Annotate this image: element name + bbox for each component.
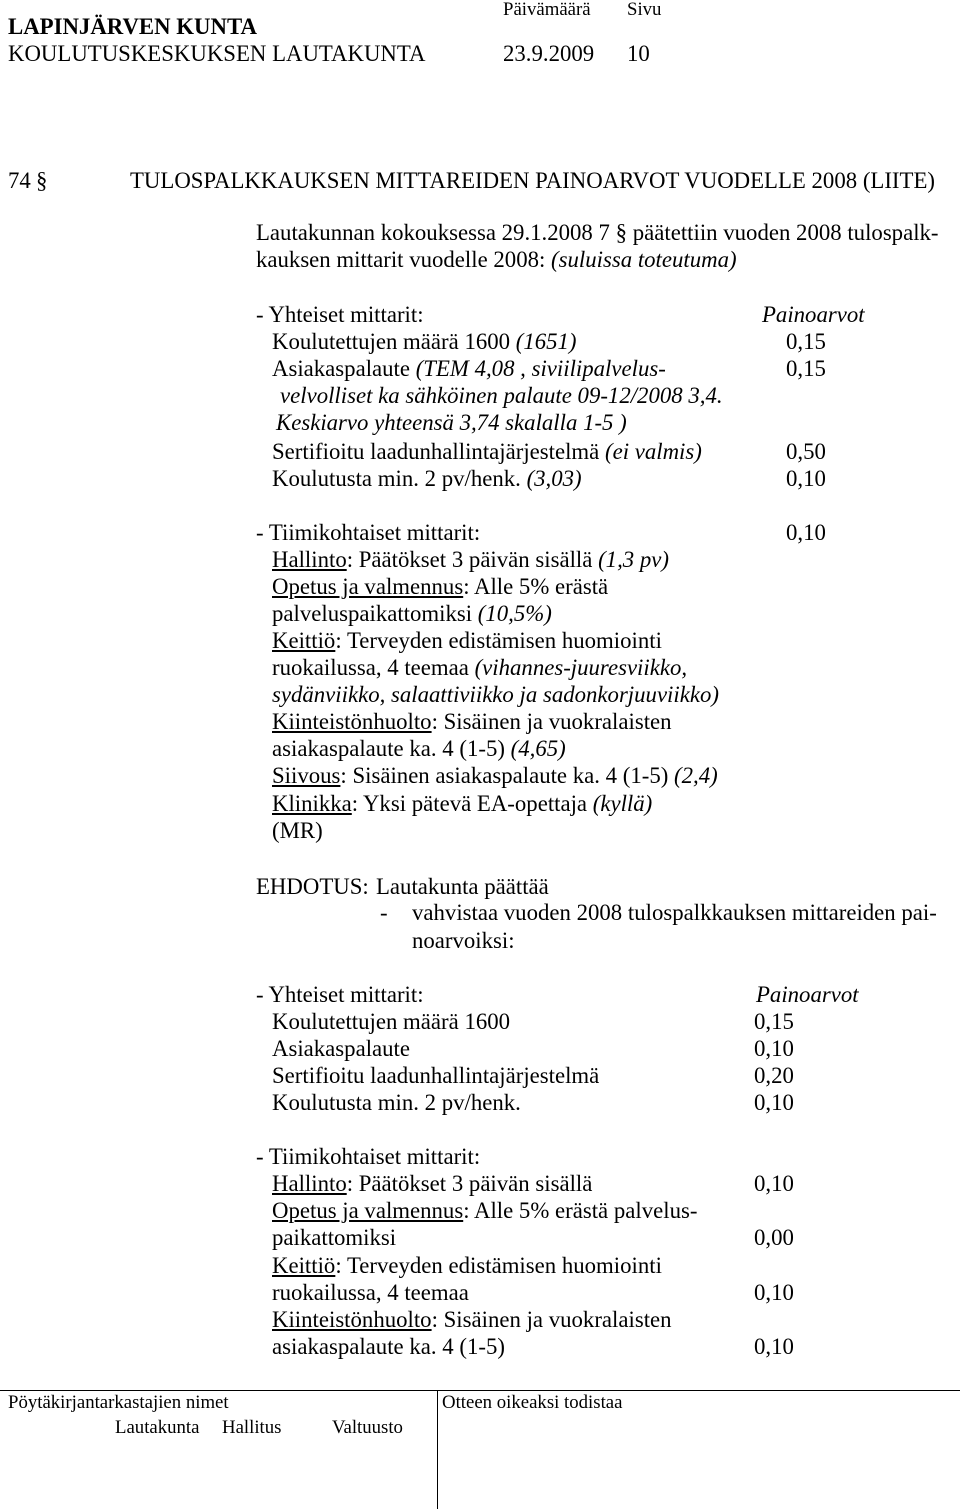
team-metric-note: sydänviikko, salaattiviikko ja sadonkorjuuviikko) — [272, 682, 719, 707]
municipality-name: LAPINJÄRVEN KUNTA — [8, 14, 257, 39]
team-metric-text: : Terveyden edistämisen huomiointi — [335, 628, 662, 653]
team-metric-row — [0, 1197, 960, 1224]
team-metric-text: ruokailussa, 4 teemaa — [272, 655, 469, 680]
weights-heading: Painoarvot — [762, 302, 865, 327]
team-metric-row — [272, 790, 652, 817]
metric-weight: 0,10 — [754, 1090, 794, 1115]
signing-body-board: Lautakunta — [115, 1417, 200, 1438]
team-metric-row — [272, 762, 718, 789]
team-metric-label — [272, 1170, 592, 1197]
team-metric-text: ruokailussa, 4 teemaa — [272, 1280, 469, 1305]
metric-weight: 0,10 — [754, 1171, 794, 1196]
metric-row — [0, 355, 960, 382]
section-title: TULOSPALKKAUKSEN MITTAREIDEN PAINOARVOT VUODELLE 2008 (LIITE) — [130, 168, 935, 193]
metric-weight: 0,00 — [754, 1225, 794, 1250]
metric-row — [0, 409, 960, 436]
team-metric-note: (4,65) — [510, 736, 566, 761]
proposal-bullet: - — [380, 900, 388, 925]
team-metric-note: (2,4) — [674, 763, 718, 788]
team-metric-text: : Yksi pätevä EA-opettaja — [351, 791, 588, 816]
metric-text: Koulutusta min. 2 pv/henk. — [272, 466, 521, 491]
team-metric-text: : Päätökset 3 päivän sisällä — [346, 1171, 593, 1196]
team-metric-label — [272, 1306, 672, 1333]
team-name: Klinikka — [272, 791, 352, 816]
team-metric-text: : Terveyden edistämisen huomiointi — [335, 1253, 662, 1278]
team-name: Keittiö — [272, 1253, 336, 1278]
metric-weight: 0,10 — [786, 466, 826, 491]
team-metric-text: : Alle 5% erästä palvelus- — [463, 1198, 698, 1223]
common-metrics-heading: - Yhteiset mittarit: — [256, 982, 424, 1007]
team-metric-text: paikattomiksi — [272, 1225, 397, 1250]
common-metrics-header — [0, 981, 960, 1008]
page-label: Sivu — [627, 0, 662, 20]
team-metric-row — [0, 1252, 960, 1279]
metric-note: (3,03) — [526, 466, 582, 491]
metric-weight: 0,10 — [754, 1036, 794, 1061]
team-metric-row — [0, 1224, 960, 1251]
date-label: Päivämäärä — [503, 0, 591, 20]
team-metric-row — [0, 1333, 960, 1360]
common-metrics-heading: - Yhteiset mittarit: — [256, 302, 424, 327]
metric-note: Keskiarvo yhteensä 3,74 skalalla 1-5 ) — [276, 410, 627, 435]
metric-text: Koulutettujen määrä 1600 — [272, 1009, 511, 1034]
team-metrics-header — [0, 519, 960, 546]
metric-weight: 0,50 — [786, 439, 826, 464]
team-metrics-heading: - Tiimikohtaiset mittarit: — [256, 1144, 481, 1169]
metric-text: Sertifioitu laadunhallintajärjestelmä — [272, 439, 600, 464]
team-metric-label — [272, 1252, 662, 1279]
metric-label — [272, 438, 702, 465]
team-metric-text: asiakaspalaute ka. 4 (1-5) — [272, 736, 505, 761]
metric-row — [0, 465, 960, 492]
team-metric-note: (vihannes-juuresviikko, — [474, 655, 688, 680]
team-metric-label — [272, 1197, 697, 1224]
team-metric-text: : Päätökset 3 päivän sisällä — [346, 547, 593, 572]
metric-text: Asiakaspalaute — [272, 1036, 410, 1061]
team-metric-row — [272, 708, 672, 735]
common-metrics-header — [0, 301, 960, 328]
metric-note: velvolliset ka sähköinen palaute 09-12/2008 3,4. — [280, 383, 723, 408]
metric-text: Sertifioitu laadunhallintajärjestelmä — [272, 1063, 600, 1088]
team-metric-note: (1,3 pv) — [598, 547, 669, 572]
metric-label — [272, 355, 666, 382]
metric-row — [0, 438, 960, 465]
metric-weight: 0,15 — [786, 329, 826, 354]
team-metric-text: : Sisäinen ja vuokralaisten — [431, 1307, 672, 1332]
metric-weight: 0,10 — [754, 1280, 794, 1305]
team-metric-text: asiakaspalaute ka. 4 (1-5) — [272, 1334, 505, 1359]
team-name: Opetus ja valmennus — [272, 1198, 464, 1223]
team-metric-row — [272, 573, 608, 600]
team-metrics-heading: - Tiimikohtaiset mittarit: — [256, 520, 481, 545]
section-sign: § — [36, 168, 48, 193]
team-metric-row — [272, 627, 662, 654]
team-metric-row — [272, 735, 566, 762]
team-metric-text: (MR) — [272, 818, 323, 843]
intro-note: (suluissa toteutuma) — [551, 247, 737, 272]
team-name: Siivous — [272, 763, 341, 788]
signing-body-government: Hallitus — [222, 1417, 282, 1438]
page-number: 10 — [627, 41, 650, 66]
team-metric-text: : Sisäinen asiakaspalaute ka. 4 (1-5) — [340, 763, 669, 788]
team-metric-row — [0, 1170, 960, 1197]
team-metric-text: palveluspaikattomiksi — [272, 601, 473, 626]
team-metric-note: (kyllä) — [592, 791, 653, 816]
team-metrics-weight: 0,10 — [786, 520, 826, 545]
team-metric-row — [0, 1306, 960, 1333]
team-metric-row — [272, 600, 552, 627]
team-metric-text: : Alle 5% erästä — [463, 574, 609, 599]
intro-text: kauksen mittarit vuodelle 2008: — [256, 247, 546, 272]
metric-text: Koulutettujen määrä 1600 — [272, 329, 511, 354]
metric-text: Asiakaspalaute — [272, 356, 410, 381]
team-name: Hallinto — [272, 1171, 347, 1196]
proposal-text: Lautakunta päättää — [376, 874, 549, 899]
proposal-label: EHDOTUS: — [256, 874, 369, 899]
footer-divider — [437, 1390, 438, 1509]
intro-line — [256, 246, 737, 273]
proposal-item-line: vahvistaa vuoden 2008 tulospalkkauksen mittareiden pai- — [412, 900, 937, 925]
team-name: Kiinteistönhuolto — [272, 709, 432, 734]
team-name: Kiinteistönhuolto — [272, 1307, 432, 1332]
team-name: Opetus ja valmennus — [272, 574, 464, 599]
section-number: 74 — [8, 168, 31, 193]
proposal-item-line: noarvoiksi: — [412, 928, 515, 953]
metric-row — [0, 382, 960, 409]
metric-note: (1651) — [515, 329, 577, 354]
metric-row — [0, 328, 960, 355]
metric-weight: 0,20 — [754, 1063, 794, 1088]
team-metric-row — [0, 1279, 960, 1306]
reviewers-label: Pöytäkirjantarkastajien nimet — [8, 1392, 229, 1413]
team-name: Hallinto — [272, 547, 347, 572]
metric-text: Koulutusta min. 2 pv/henk. — [272, 1090, 521, 1115]
team-metric-text: : Sisäinen ja vuokralaisten — [431, 709, 672, 734]
metric-weight: 0,15 — [786, 356, 826, 381]
metric-row — [0, 1035, 960, 1062]
metric-weight: 0,15 — [754, 1009, 794, 1034]
metric-weight: 0,10 — [754, 1334, 794, 1359]
metric-note: (TEM 4,08 , siviilipalvelus- — [415, 356, 666, 381]
meeting-date: 23.9.2009 — [503, 41, 595, 66]
team-name: Keittiö — [272, 628, 336, 653]
metric-row — [0, 1008, 960, 1035]
signing-body-council: Valtuusto — [332, 1417, 403, 1438]
team-metric-row — [272, 654, 687, 681]
footer-rule — [0, 1390, 960, 1391]
board-name: KOULUTUSKESKUKSEN LAUTAKUNTA — [8, 41, 426, 66]
certified-copy-label: Otteen oikeaksi todistaa — [442, 1392, 623, 1413]
intro-line: Lautakunnan kokouksessa 29.1.2008 7 § päätettiin vuoden 2008 tulospalk- — [256, 220, 939, 245]
metric-row — [0, 1089, 960, 1116]
team-metric-note: (10,5%) — [477, 601, 552, 626]
metric-label — [272, 328, 577, 355]
metric-label — [272, 465, 582, 492]
metric-note: (ei valmis) — [605, 439, 702, 464]
weights-heading: Painoarvot — [756, 982, 859, 1007]
metric-row — [0, 1062, 960, 1089]
team-metric-row — [272, 546, 669, 573]
